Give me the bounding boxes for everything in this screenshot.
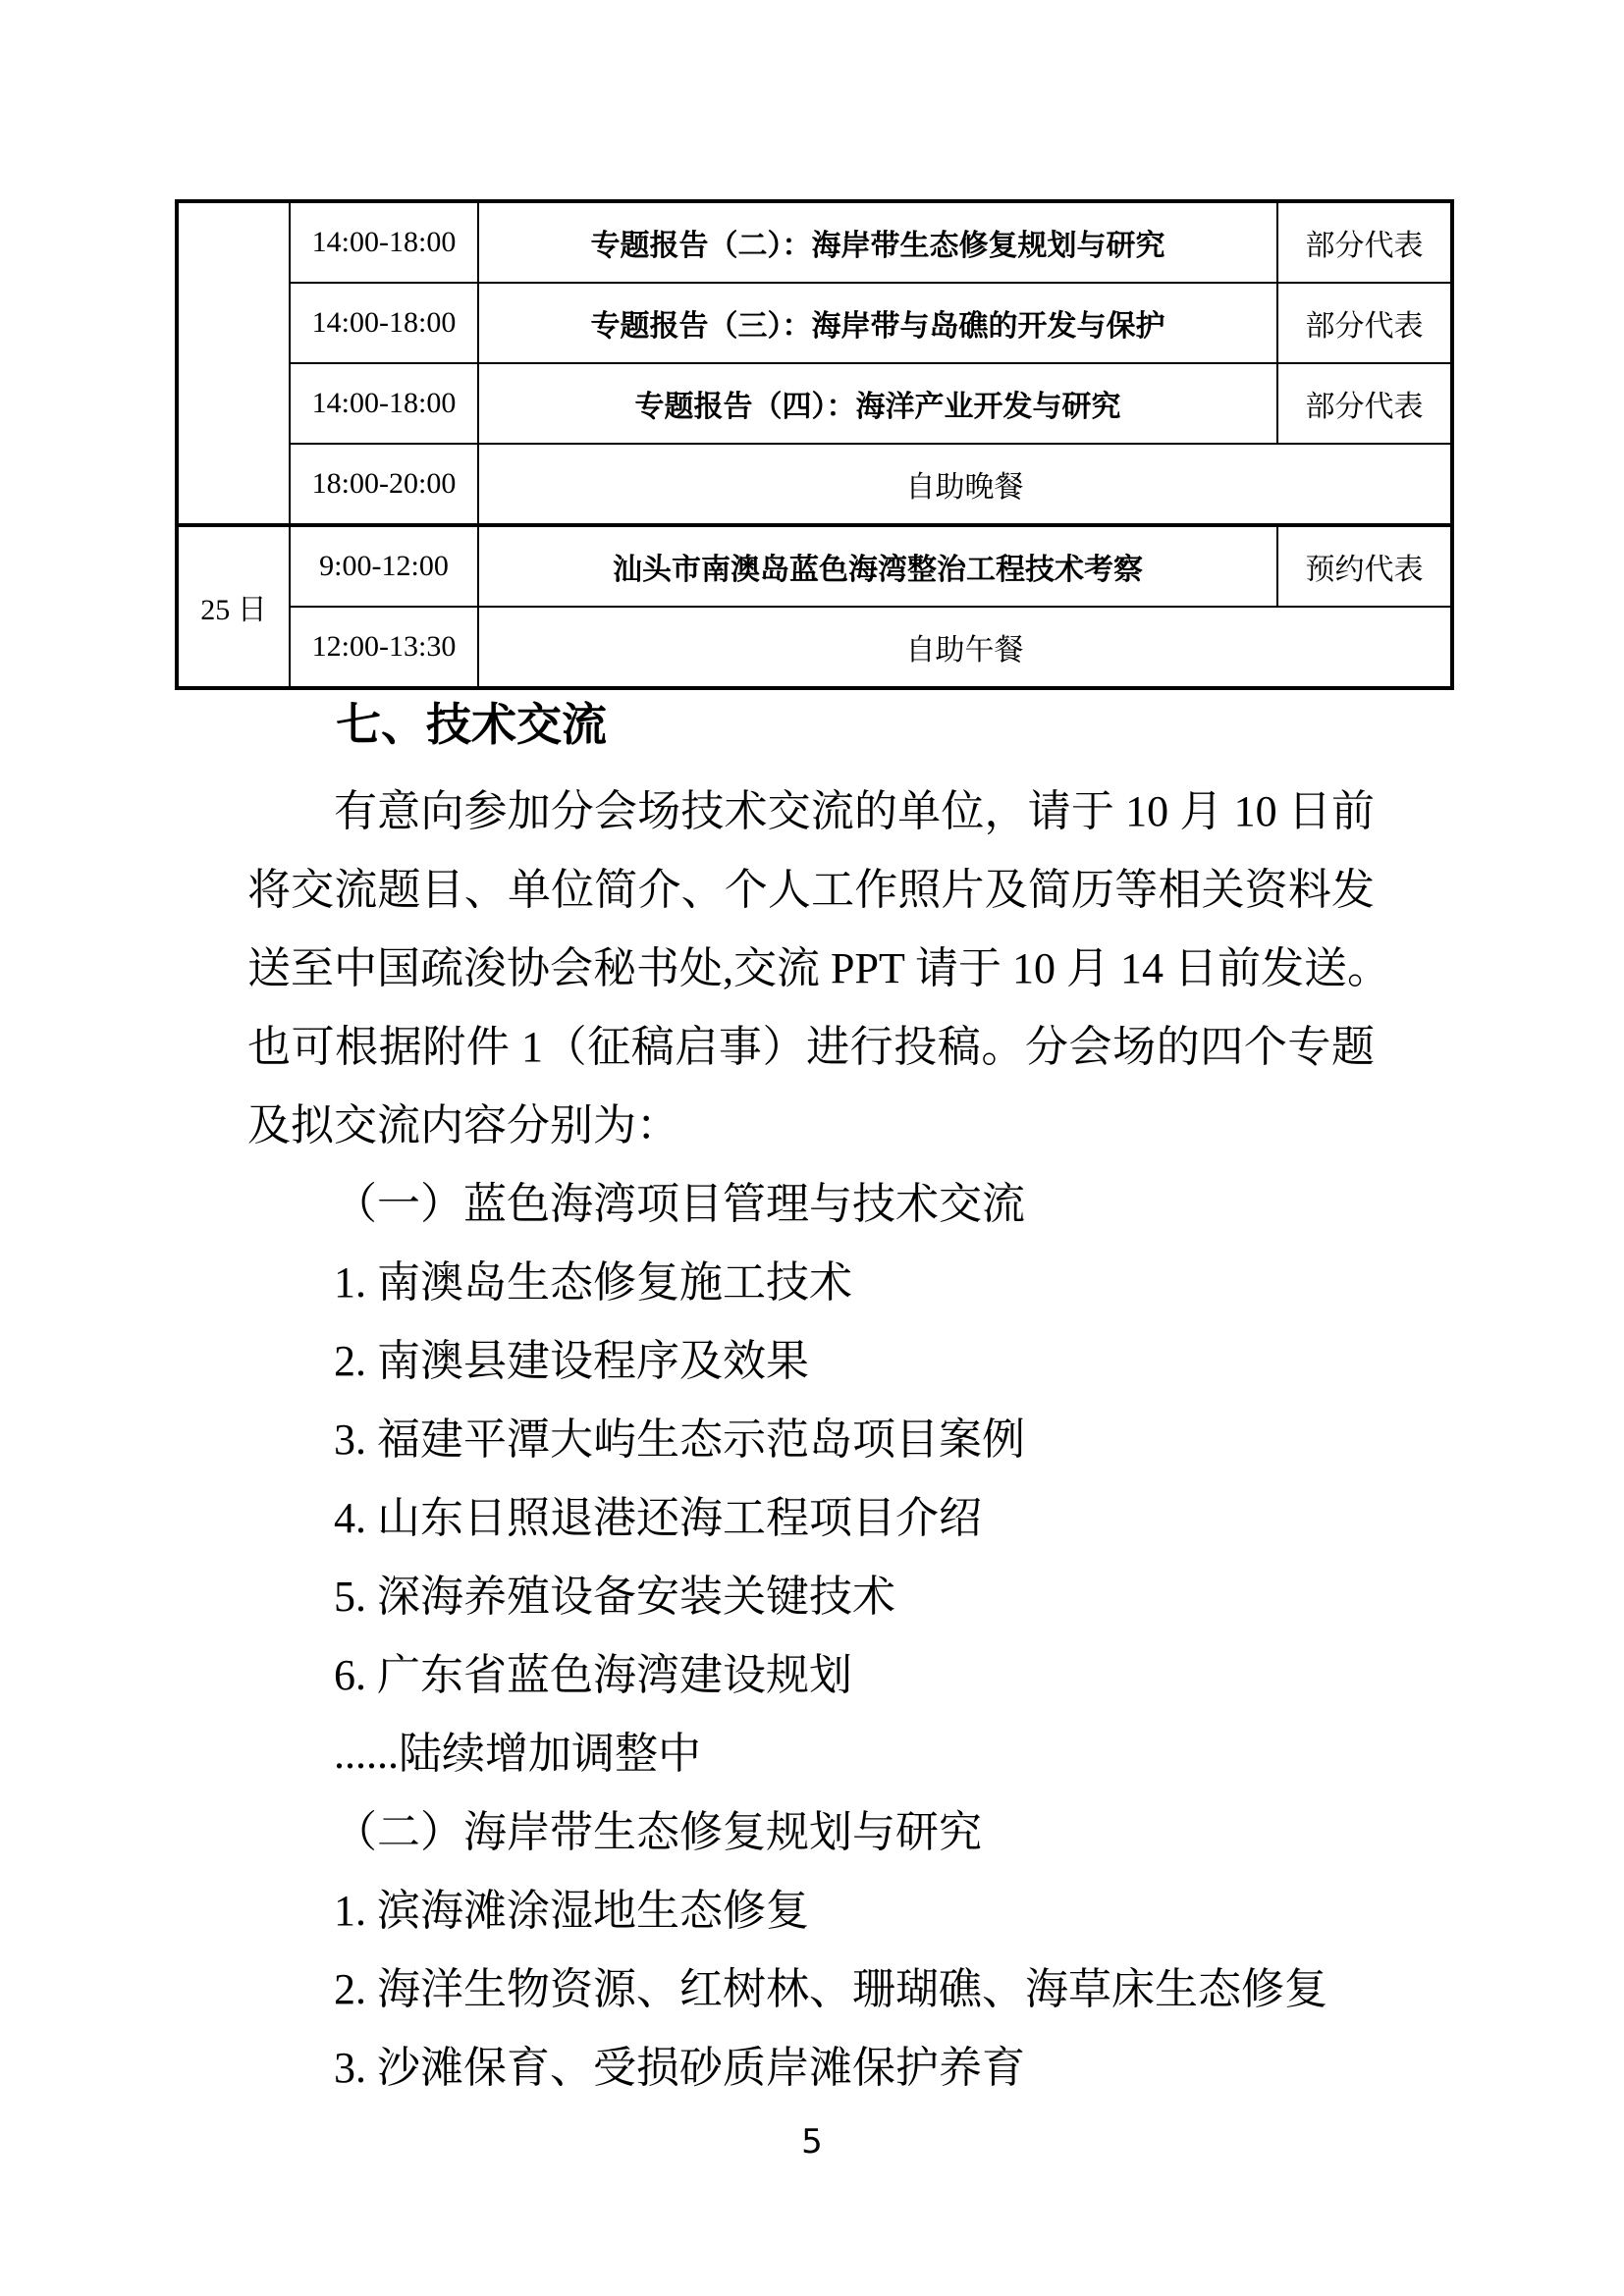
topic-cell: 专题报告（四）：海洋产业开发与研究 <box>478 363 1277 444</box>
attendee-cell: 预约代表 <box>1277 525 1452 607</box>
page-number: 5 <box>801 2122 823 2162</box>
time-cell: 14:00-18:00 <box>290 283 478 363</box>
table-row <box>177 201 1452 283</box>
day-cell: 25 日 <box>177 525 290 688</box>
paragraph-line: 及拟交流内容分别为： <box>247 1101 679 1149</box>
list-item: 6. 广东省蓝色海湾建设规划 <box>334 1651 852 1699</box>
time-cell: 14:00-18:00 <box>290 363 478 444</box>
list-item: 3. 福建平潭大屿生态示范岛项目案例 <box>334 1415 1025 1464</box>
paragraph-line: 将交流题目、单位简介、个人工作照片及简历等相关资料发 <box>247 866 1375 914</box>
list-item: 4. 山东日照退港还海工程项目介绍 <box>334 1494 982 1542</box>
subsection-heading: （二）海岸带生态修复规划与研究 <box>334 1808 982 1856</box>
list-item: 2. 南澳县建设程序及效果 <box>334 1337 809 1385</box>
list-item: ......陆续增加调整中 <box>334 1730 701 1778</box>
list-item: 2. 海洋生物资源、红树林、珊瑚礁、海草床生态修复 <box>334 1965 1327 2013</box>
meal-cell: 自助晚餐 <box>478 444 1452 525</box>
attendee-cell: 部分代表 <box>1277 363 1452 444</box>
topic-cell: 汕头市南澳岛蓝色海湾整治工程技术考察 <box>478 525 1277 607</box>
attendee-cell: 部分代表 <box>1277 283 1452 363</box>
attendee-cell: 部分代表 <box>1277 201 1452 283</box>
table-row <box>177 363 1452 444</box>
table-row <box>177 607 1452 688</box>
time-cell: 12:00-13:30 <box>290 607 478 688</box>
meal-cell: 自助午餐 <box>478 607 1452 688</box>
list-item: 3. 沙滩保育、受损砂质岸滩保护养育 <box>334 2044 1025 2092</box>
day-cell-blank <box>177 201 290 525</box>
subsection-heading: （一）蓝色海湾项目管理与技术交流 <box>334 1180 1025 1228</box>
paragraph-line: 也可根据附件 1（征稿启事）进行投稿。分会场的四个专题 <box>247 1023 1375 1071</box>
table-row <box>177 444 1452 525</box>
list-item: 5. 深海养殖设备安装关键技术 <box>334 1573 895 1621</box>
time-cell: 9:00-12:00 <box>290 525 478 607</box>
table-row <box>177 525 1452 607</box>
time-cell: 14:00-18:00 <box>290 201 478 283</box>
paragraph-line: 送至中国疏浚协会秘书处,交流 PPT 请于 10 月 14 日前发送。 <box>247 944 1391 992</box>
section-heading: 七、技术交流 <box>336 698 607 751</box>
topic-cell: 专题报告（三）：海岸带与岛礁的开发与保护 <box>478 283 1277 363</box>
list-item: 1. 滨海滩涂湿地生态修复 <box>334 1887 809 1935</box>
schedule-table <box>175 199 1454 690</box>
time-cell: 18:00-20:00 <box>290 444 478 525</box>
topic-cell: 专题报告（二）：海岸带生态修复规划与研究 <box>478 201 1277 283</box>
list-item: 1. 南澳岛生态修复施工技术 <box>334 1258 852 1307</box>
section-technical-exchange <box>247 685 1391 2108</box>
table-row <box>177 283 1452 363</box>
paragraph-line: 有意向参加分会场技术交流的单位，请于 10 月 10 日前 <box>334 787 1375 835</box>
